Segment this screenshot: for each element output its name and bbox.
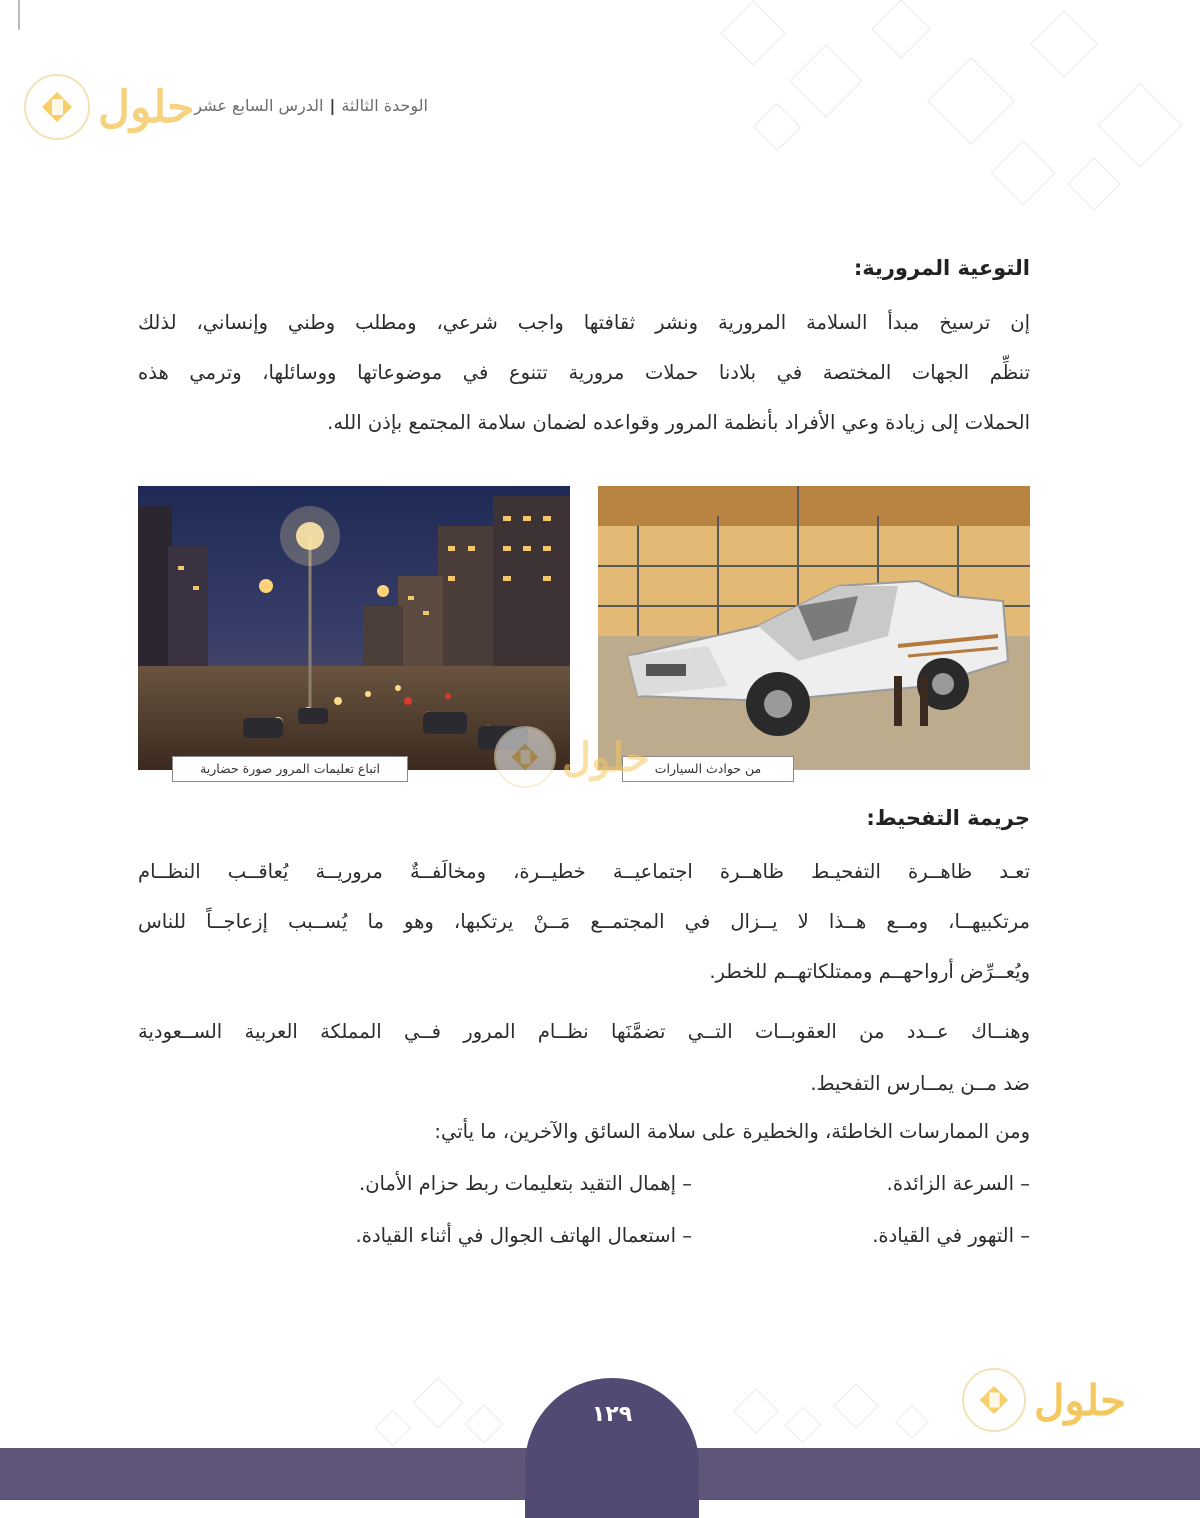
logo-book-icon bbox=[494, 726, 556, 788]
paragraph-line: وهنــاك عــدد من العقوبــات التــي تضمَّنَها نظــام المرور فــي المملكة العربية الســعودية bbox=[138, 1020, 1030, 1043]
paragraph-line: ضد مــن يمــارس التفحيط. bbox=[810, 1072, 1030, 1095]
practice-item: – إهمال التقيد بتعليمات ربط حزام الأمان. bbox=[359, 1172, 692, 1195]
paragraph-penalties bbox=[138, 1006, 1030, 1110]
watermark-logo bbox=[962, 1368, 1126, 1432]
practice-item: – السرعة الزائدة. bbox=[886, 1172, 1030, 1195]
practice-item: – استعمال الهاتف الجوال في أثناء القيادة. bbox=[355, 1224, 692, 1247]
watermark-logo bbox=[494, 726, 650, 788]
logo-book-icon bbox=[962, 1368, 1026, 1432]
practice-item: – التهور في القيادة. bbox=[872, 1224, 1030, 1247]
logo-book-icon bbox=[24, 74, 90, 140]
watermark-text: حلول bbox=[98, 81, 195, 133]
breadcrumb-separator: | bbox=[329, 96, 336, 115]
watermark-text: حلول bbox=[1034, 1375, 1127, 1425]
breadcrumb bbox=[138, 96, 428, 115]
page-number: ١٢٩ bbox=[591, 1402, 633, 1427]
traffic-photo-caption: اتباع تعليمات المرور صورة حضارية bbox=[172, 756, 408, 782]
paragraph-traffic-awareness bbox=[138, 298, 1030, 448]
paragraph-line: مرتكبيهــا، ومــع هــذا لا يــزال في المجتمــع مَــنْ يرتكبها، وهو ما يُســبب إزعاجــاً للناس bbox=[138, 910, 1030, 933]
paragraph-line: ويُعــرِّض أرواحهــم وممتلكاتهــم للخطر. bbox=[709, 960, 1030, 983]
paragraph-line: تعـد ظاهــرة التفحيـط ظاهــرة اجتماعيــة خطيــرة، ومخالَفــةٌ مروريــة يُعاقــب النظــام bbox=[138, 860, 1030, 883]
watermark-text: حلول bbox=[562, 733, 650, 781]
paragraph-drifting bbox=[138, 847, 1030, 997]
practices-intro: ومن الممارسات الخاطئة، والخطيرة على سلامة السائق والآخرين، ما يأتي: bbox=[434, 1120, 1030, 1143]
lesson-label: الدرس السابع عشر bbox=[194, 96, 324, 115]
paragraph-line: تنظِّم الجهات المختصة في بلادنا حملات مرورية تتنوع في موضوعاتها ووسائلها، وترمي هذه bbox=[138, 361, 1030, 384]
unit-label: الوحدة الثالثة bbox=[341, 96, 428, 115]
accident-photo-caption: من حوادث السيارات bbox=[622, 756, 794, 782]
section-title-traffic-awareness: التوعية المرورية: bbox=[853, 256, 1030, 280]
paragraph-line: إن ترسيخ مبدأ السلامة المرورية ونشر ثقافتها واجب شرعي، ومطلب وطني وإنساني، لذلك bbox=[138, 311, 1030, 334]
page-number-badge bbox=[525, 1378, 699, 1518]
crop-mark bbox=[18, 0, 20, 30]
car-accident-photo bbox=[598, 486, 1030, 770]
paragraph-line: الحملات إلى زيادة وعي الأفراد بأنظمة المرور وقواعده لضمان سلامة المجتمع بإذن الله. bbox=[327, 411, 1030, 434]
section-title-drifting: جريمة التفحيط: bbox=[866, 806, 1030, 830]
